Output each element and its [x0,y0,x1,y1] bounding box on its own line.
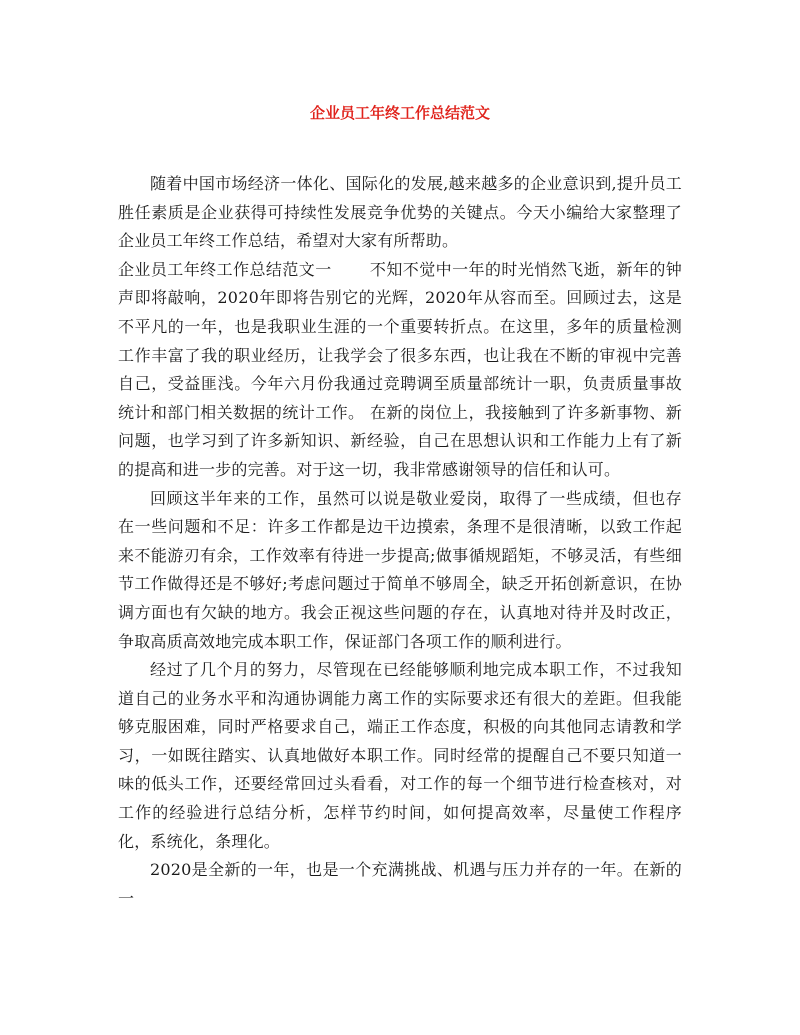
section-one-text: 不知不觉中一年的时光悄然飞逝，新年的钟声即将敲响，2020年即将告别它的光辉，2020年从容而至。回顾过去，这是不平凡的一年，也是我职业生涯的一个重要转折点。在这里，多年的质量检测工作丰富了我的职业经历，让我学会了很多东西，也让我在不断的审视中完善自己，受益匪浅。今年六月份我通过竞聘调至质量部统计一职，负责质量事故统计和部门相关数据的统计工作。 在新的岗位上，我接触到了许多新事物、新问题，也学习到了许多新知识、新经验，自己在思想认识和工作能力上有了新的提高和进一步的完善。对于这一切，我非常感谢领导的信任和认可。 [118,259,682,479]
paragraph-review: 回顾这半年来的工作，虽然可以说是敬业爱岗，取得了一些成绩，但也存在一些问题和不足：许多工作都是边干边摸索，条理不是很清晰，以致工作起来不能游刃有余，工作效率有待进一步提高;做事循规蹈矩，不够灵活，有些细节工作做得还是不够好;考虑问题过于简单不够周全，缺乏开拓创新意识，在协调方面也有欠缺的地方。我会正视这些问题的存在，认真地对待并及时改正，争取高质高效地完成本职工作，保证部门各项工作的顺利进行。 [118,488,682,651]
paragraph-effort: 经过了几个月的努力，尽管现在已经能够顺利地完成本职工作，不过我知道自己的业务水平和沟通协调能力离工作的实际要求还有很大的差距。但我能够克服困难，同时严格要求自己，端正工作态度，积极的向其他同志请教和学习，一如既往踏实、认真地做好本职工作。同时经常的提醒自己不要只知道一味的低头工作，还要经常回过头看看，对工作的每一个细节进行检查核对，对工作的经验进行总结分析，怎样节约时间，如何提高效率，尽量使工作程序化，系统化，条理化。 [118,660,682,851]
intro-paragraph: 随着中国市场经济一体化、国际化的发展,越来越多的企业意识到,提升员工胜任素质是企业获得可持续性发展竞争优势的关键点。今天小编给大家整理了企业员工年终工作总结，希望对大家有所帮助。 [118,174,682,251]
document-body [118,170,682,913]
document-title: 企业员工年终工作总结范文 [309,104,490,122]
section-one-paragraph [118,256,682,485]
paragraph-new-year: 2020是全新的一年，也是一个充满挑战、机遇与压力并存的一年。在新的一 [118,860,682,908]
section-heading: 企业员工年终工作总结范文一 [118,259,332,279]
